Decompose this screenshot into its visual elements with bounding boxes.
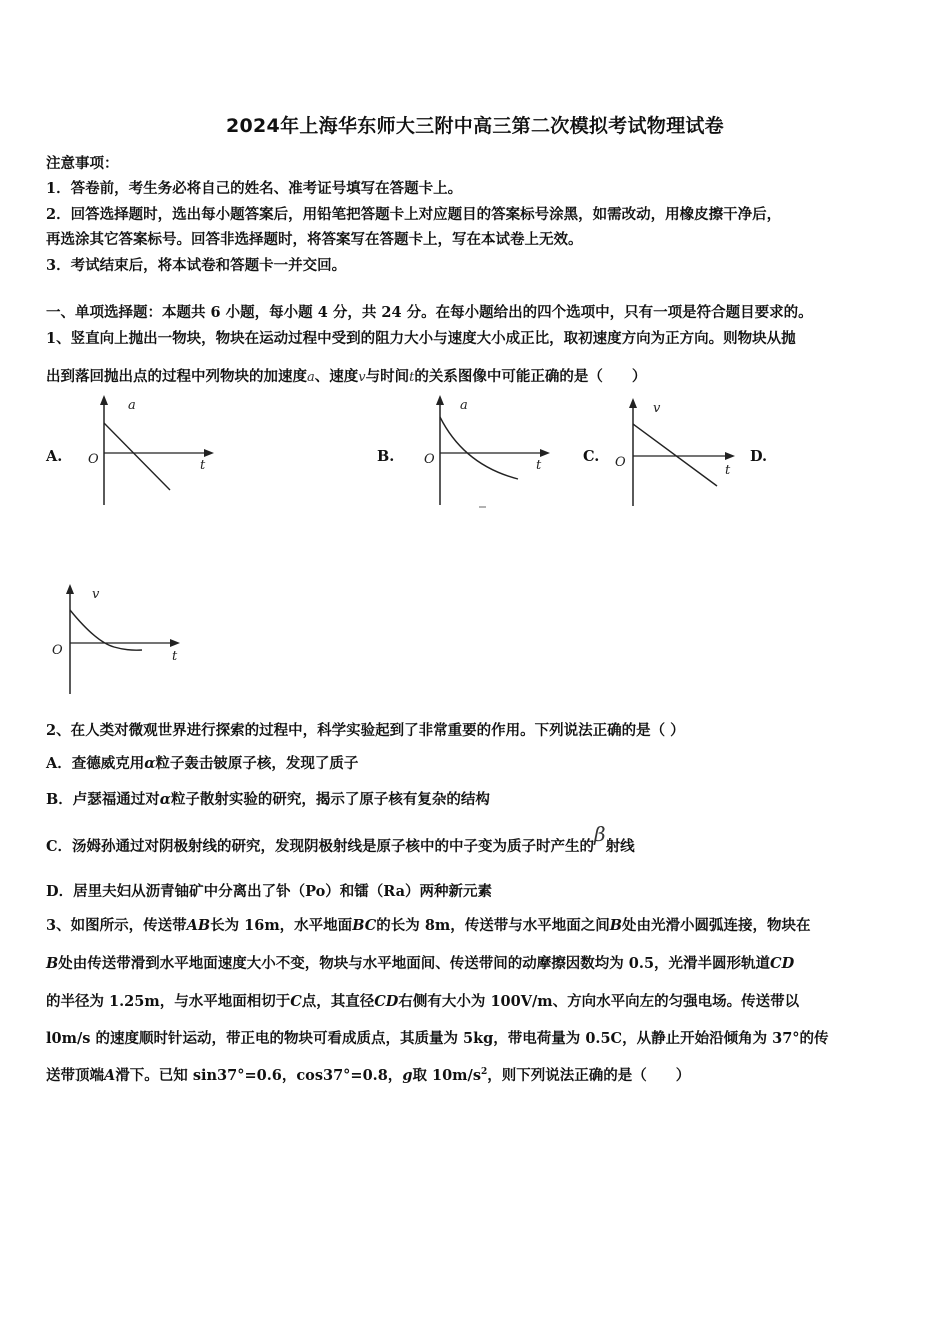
- q3-square: 2: [480, 1067, 488, 1078]
- q3-l1-a: 3、如图所示，传送带: [46, 917, 187, 934]
- q1-option-d-label: D.: [750, 448, 768, 465]
- graph-c-x-arrow: [725, 452, 735, 460]
- q3-l5-d: ，则下列说法正确的是（ ）: [487, 1067, 691, 1084]
- q1-text-d: 的关系图像中可能正确的是（ ）: [414, 368, 647, 385]
- q2-b-text-2: 粒子散射实验的研究，揭示了原子核有复杂的结构: [170, 791, 490, 808]
- q3-l1-d: 处由光滑小圆弧连接，物块在: [622, 917, 811, 934]
- q3-l3-c: 右侧有大小为 100V/m、方向水平向左的匀强电场。传送带以: [398, 993, 800, 1010]
- graph-c-y-arrow: [629, 398, 637, 408]
- q1-text-c: 与时间: [365, 368, 410, 385]
- q3-b-2: B: [46, 955, 59, 972]
- q3-l2-a: 处由传送带滑到水平地面速度大小不变，物块与水平地面间、传送带间的动摩擦因数均为 0.5，光滑半圆形轨道: [58, 955, 771, 972]
- q2-option-c: [46, 822, 635, 856]
- graph-a-x-arrow: [204, 449, 214, 457]
- q3-cd-2: CD: [374, 993, 399, 1010]
- section-heading: 一、单项选择题：本题共 6 小题，每小题 4 分，共 24 分。在每小题给出的四个选项中，只有一项是符合题目要求的。: [46, 304, 813, 321]
- graph-c-origin: O: [615, 455, 626, 470]
- q3-l1-b: 长为 16m，水平地面: [210, 917, 353, 934]
- graph-c-ylabel: v: [653, 401, 661, 416]
- q3-l3-a: 的半径为 1.25m，与水平地面相切于: [46, 993, 291, 1010]
- q3-line-2: [46, 952, 794, 973]
- q3-line-4: l0m/s 的速度顺时针运动，带正电的物块可看成质点，其质量为 5kg，带电荷量为 0.5C，从静止开始沿倾角为 37°的传: [46, 1030, 829, 1047]
- q3-b: B: [609, 917, 623, 934]
- graph-b-curve: [440, 417, 518, 479]
- q1-option-b-label: B.: [377, 448, 395, 465]
- q1-text-a: 出到落回抛出点的过程中列物块的加速度: [46, 368, 307, 385]
- q3-l3-b: 点，其直径: [301, 993, 375, 1010]
- q1-text-b: 、速度: [314, 368, 359, 385]
- graph-d-x-arrow: [170, 639, 180, 647]
- q1-graph-b: [416, 395, 556, 510]
- q3-bc: BC: [352, 917, 377, 934]
- q2-c-beta: β: [594, 822, 606, 846]
- q2-a-alpha: α: [144, 755, 156, 772]
- q3-l1-c: 的长为 8m，传送带与水平地面之间: [376, 917, 610, 934]
- q1-graph-c: [609, 398, 759, 508]
- graph-a-ylabel: a: [128, 398, 136, 413]
- graph-d-curve: [70, 610, 142, 650]
- q2-b-alpha: α: [159, 791, 171, 808]
- q2-option-b: [46, 788, 490, 809]
- q1-graph-d: [46, 584, 196, 696]
- q2-a-text-2: 粒子轰击铍原子核，发现了质子: [155, 755, 359, 772]
- graph-b-xlabel: t: [536, 458, 542, 473]
- q1-line-2: [46, 365, 646, 386]
- q3-l5-c: 取 10m/s: [412, 1067, 481, 1084]
- graph-a-origin: O: [88, 452, 99, 467]
- q3-line-5: [46, 1064, 690, 1085]
- graph-d-origin: O: [52, 643, 63, 658]
- var-t: t: [409, 370, 415, 385]
- q2-c-text-1: C．汤姆孙通过对阴极射线的研究，发现阴极射线是原子核中的中子变为质子时产生的: [46, 838, 595, 855]
- notice-item-2a: 2．回答选择题时，选出每小题答案后，用铅笔把答题卡上对应题目的答案标号涂黑，如需改动，用橡皮擦干净后，: [46, 206, 782, 223]
- q2-option-d: D．居里夫妇从沥青铀矿中分离出了钋（Po）和镭（Ra）两种新元素: [46, 883, 493, 900]
- graph-d-ylabel: v: [92, 587, 100, 602]
- graph-b-y-arrow: [436, 395, 444, 405]
- q2-stem: 2、在人类对微观世界进行探索的过程中，科学实验起到了非常重要的作用。下列说法正确的是（ ）: [46, 722, 685, 739]
- notice-item-2b: 再选涂其它答案标号。回答非选择题时，将答案写在答题卡上，写在本试卷上无效。: [46, 231, 583, 248]
- graph-b-ylabel: a: [460, 398, 468, 413]
- graph-b-x-arrow: [540, 449, 550, 457]
- graph-a-xlabel: t: [200, 458, 206, 473]
- notice-heading: 注意事项：: [46, 155, 119, 172]
- q3-c: C: [290, 993, 302, 1010]
- var-v: v: [358, 370, 366, 385]
- q1-option-c-label: C.: [583, 448, 600, 465]
- notice-item-3: 3．考试结束后，将本试卷和答题卡一并交回。: [46, 257, 347, 274]
- q3-l5-a: 送带顶端: [46, 1067, 104, 1084]
- var-a: a: [307, 370, 315, 385]
- graph-c-xlabel: t: [725, 463, 731, 478]
- q2-option-a: [46, 752, 358, 773]
- graph-c-curve: [633, 424, 717, 486]
- q3-l5-b: 滑下。已知 sin37°=0.6，cos37°=0.8，: [115, 1067, 403, 1084]
- q1-option-a-label: A.: [46, 448, 63, 465]
- graph-a-y-arrow: [100, 395, 108, 405]
- q3-ab: AB: [186, 917, 211, 934]
- q2-c-text-2: 射线: [605, 838, 635, 855]
- q3-line-3: [46, 990, 799, 1011]
- graph-d-y-arrow: [66, 584, 74, 594]
- q3-a: A: [104, 1067, 116, 1084]
- q3-g: g: [402, 1067, 413, 1084]
- q3-line-1: [46, 914, 811, 935]
- q2-b-text-1: B．卢瑟福通过对: [46, 791, 160, 808]
- notice-item-1: 1．答卷前，考生务必将自己的姓名、准考证号填写在答题卡上。: [46, 180, 463, 197]
- graph-b-origin: O: [424, 452, 435, 467]
- graph-a-curve: [104, 423, 170, 490]
- q1-graph-a: [80, 395, 220, 505]
- graph-d-xlabel: t: [172, 649, 178, 664]
- q3-cd: CD: [770, 955, 795, 972]
- q1-line-1: 1、竖直向上抛出一物块，物块在运动过程中受到的阻力大小与速度大小成正比，取初速度方向为正方向。则物块从抛: [46, 330, 796, 347]
- q2-a-text-1: A．查德威克用: [46, 755, 145, 772]
- page-title: 2024年上海华东师大三附中高三第二次模拟考试物理试卷: [226, 115, 724, 137]
